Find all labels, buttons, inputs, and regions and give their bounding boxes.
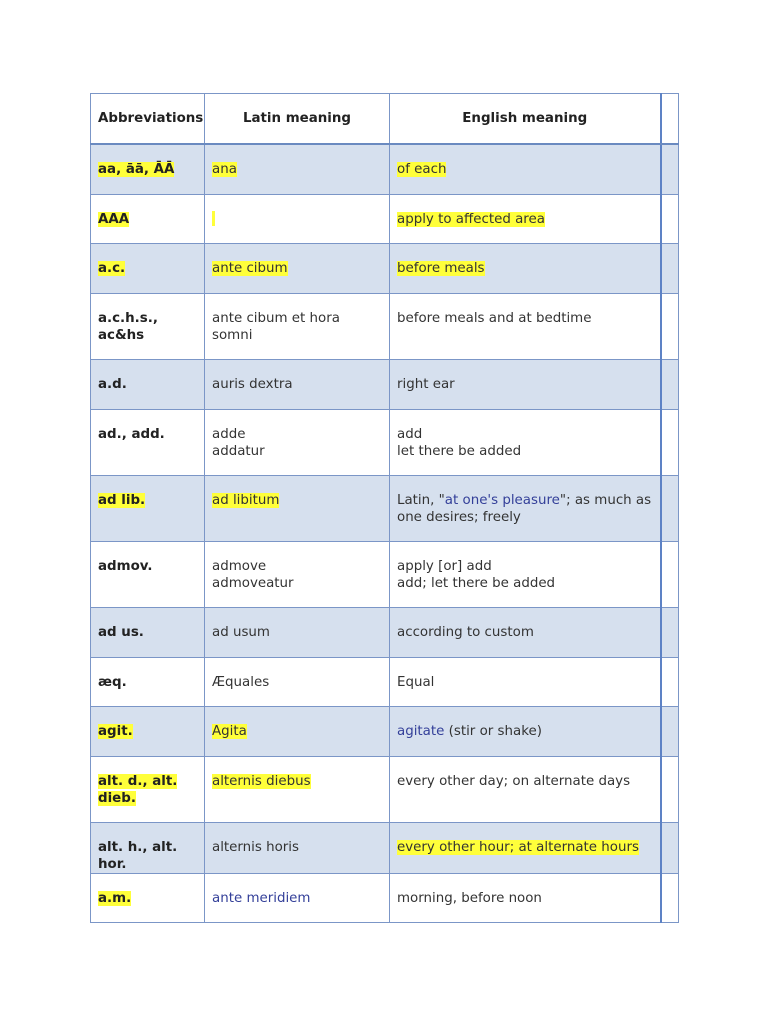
english-cell [390, 144, 661, 194]
header-latin-meaning: Latin meaning [205, 94, 390, 145]
empty-cell [661, 657, 679, 706]
english-text: "; as much as one desires; freely [397, 492, 652, 525]
empty-cell [661, 194, 679, 243]
latin-link[interactable]: ante meridiem [212, 890, 311, 906]
abbreviation-text: a.c.h.s., ac&hs [98, 310, 158, 343]
english-text: morning, before noon [397, 890, 542, 906]
table-row [91, 409, 679, 475]
abbreviation-text: ad., add. [98, 426, 165, 442]
abbreviation-cell [91, 822, 205, 873]
table-row [91, 873, 679, 922]
abbreviation-cell [91, 706, 205, 756]
english-cell [390, 822, 661, 873]
latin-cell [205, 873, 390, 922]
latin-cell [205, 475, 390, 541]
abbreviations-table [90, 93, 679, 923]
abbreviation-text: ad us. [98, 624, 144, 640]
english-line: add; let there be added [397, 575, 556, 591]
latin-text: ante cibum et hora somni [212, 310, 340, 343]
table-row [91, 657, 679, 706]
abbreviation-cell [91, 144, 205, 194]
latin-text: Æquales [212, 674, 270, 690]
english-line: add [397, 426, 423, 442]
empty-cell [661, 541, 679, 607]
table-row [91, 756, 679, 822]
header-english-meaning: English meaning [390, 94, 661, 145]
table-row [91, 822, 679, 873]
empty-cell [661, 706, 679, 756]
table-row [91, 144, 679, 194]
latin-cell [205, 657, 390, 706]
abbreviation-text: agit. [98, 723, 133, 739]
latin-cell [205, 293, 390, 359]
table-row [91, 541, 679, 607]
english-cell [390, 541, 661, 607]
latin-line: admoveatur [212, 575, 294, 591]
table-row [91, 359, 679, 409]
abbreviation-cell [91, 194, 205, 243]
abbreviation-text: alt. d., alt. dieb. [98, 773, 178, 806]
english-line: apply [or] add [397, 558, 492, 574]
english-line: let there be added [397, 443, 522, 459]
english-text: every other hour; at alternate hours [397, 839, 639, 855]
latin-cell [205, 756, 390, 822]
table-row [91, 607, 679, 657]
empty-cell [661, 873, 679, 922]
empty-cell [661, 359, 679, 409]
abbreviation-cell [91, 541, 205, 607]
highlight-mark [212, 211, 215, 226]
latin-cell [205, 706, 390, 756]
latin-text: alternis diebus [212, 773, 311, 789]
latin-cell [205, 822, 390, 873]
latin-text: auris dextra [212, 376, 293, 392]
empty-cell [661, 607, 679, 657]
table-row [91, 194, 679, 243]
abbreviation-text: AAA [98, 211, 130, 227]
english-text: every other day; on alternate days [397, 773, 631, 789]
english-cell [390, 359, 661, 409]
table-row [91, 475, 679, 541]
english-cell [390, 409, 661, 475]
english-cell [390, 243, 661, 293]
latin-cell [205, 607, 390, 657]
empty-cell [661, 243, 679, 293]
latin-text: ad libitum [212, 492, 280, 508]
table-row [91, 243, 679, 293]
english-text: according to custom [397, 624, 534, 640]
english-text: of each [397, 162, 447, 177]
empty-cell [661, 293, 679, 359]
english-cell [390, 607, 661, 657]
latin-cell [205, 144, 390, 194]
table-row [91, 293, 679, 359]
latin-cell [205, 243, 390, 293]
table-row [91, 706, 679, 756]
english-cell [390, 657, 661, 706]
abbreviation-text: a.c. [98, 260, 126, 276]
latin-text: ana [212, 162, 237, 177]
abbreviation-cell [91, 756, 205, 822]
abbreviation-cell [91, 243, 205, 293]
english-cell [390, 706, 661, 756]
abbreviation-text: æq. [98, 674, 127, 690]
abbreviation-text: a.d. [98, 376, 127, 392]
abbreviation-cell [91, 607, 205, 657]
empty-cell [661, 409, 679, 475]
abbreviation-cell [91, 657, 205, 706]
empty-cell [661, 144, 679, 194]
english-text: right ear [397, 376, 455, 392]
latin-text: Agita [212, 723, 247, 739]
empty-cell [661, 822, 679, 873]
english-text: Equal [397, 674, 435, 690]
empty-cell [661, 756, 679, 822]
abbreviation-text: admov. [98, 558, 153, 574]
english-text: Latin, " [397, 492, 445, 508]
english-text: before meals and at bedtime [397, 310, 592, 326]
header-row [91, 94, 679, 145]
english-cell [390, 873, 661, 922]
empty-cell [661, 475, 679, 541]
abbreviation-text: aa, āā, ĀĀ [98, 162, 175, 177]
latin-line: addatur [212, 443, 265, 459]
latin-line: admove [212, 558, 267, 574]
abbreviation-cell [91, 475, 205, 541]
abbreviation-text: alt. h., alt. hor. [98, 839, 178, 872]
header-abbreviations: Abbreviations [91, 94, 205, 145]
abbreviation-cell [91, 359, 205, 409]
latin-text: alternis horis [212, 839, 300, 855]
english-link[interactable]: at one's pleasure [444, 492, 560, 508]
english-text: before meals [397, 260, 485, 276]
english-cell [390, 194, 661, 243]
english-cell [390, 475, 661, 541]
abbreviation-cell [91, 409, 205, 475]
english-link[interactable]: agitate [397, 723, 445, 739]
abbreviation-cell [91, 293, 205, 359]
latin-cell [205, 541, 390, 607]
latin-text: ante cibum [212, 260, 288, 276]
abbreviation-text: ad lib. [98, 492, 146, 508]
latin-cell [205, 409, 390, 475]
english-cell [390, 293, 661, 359]
latin-line: adde [212, 426, 246, 442]
latin-cell [205, 194, 390, 243]
english-text: apply to affected area [397, 211, 545, 227]
english-cell [390, 756, 661, 822]
latin-cell [205, 359, 390, 409]
header-empty-column [661, 94, 679, 145]
abbreviation-text: a.m. [98, 890, 132, 906]
abbreviation-cell [91, 873, 205, 922]
english-text: (stir or shake) [444, 723, 542, 739]
latin-text: ad usum [212, 624, 270, 640]
